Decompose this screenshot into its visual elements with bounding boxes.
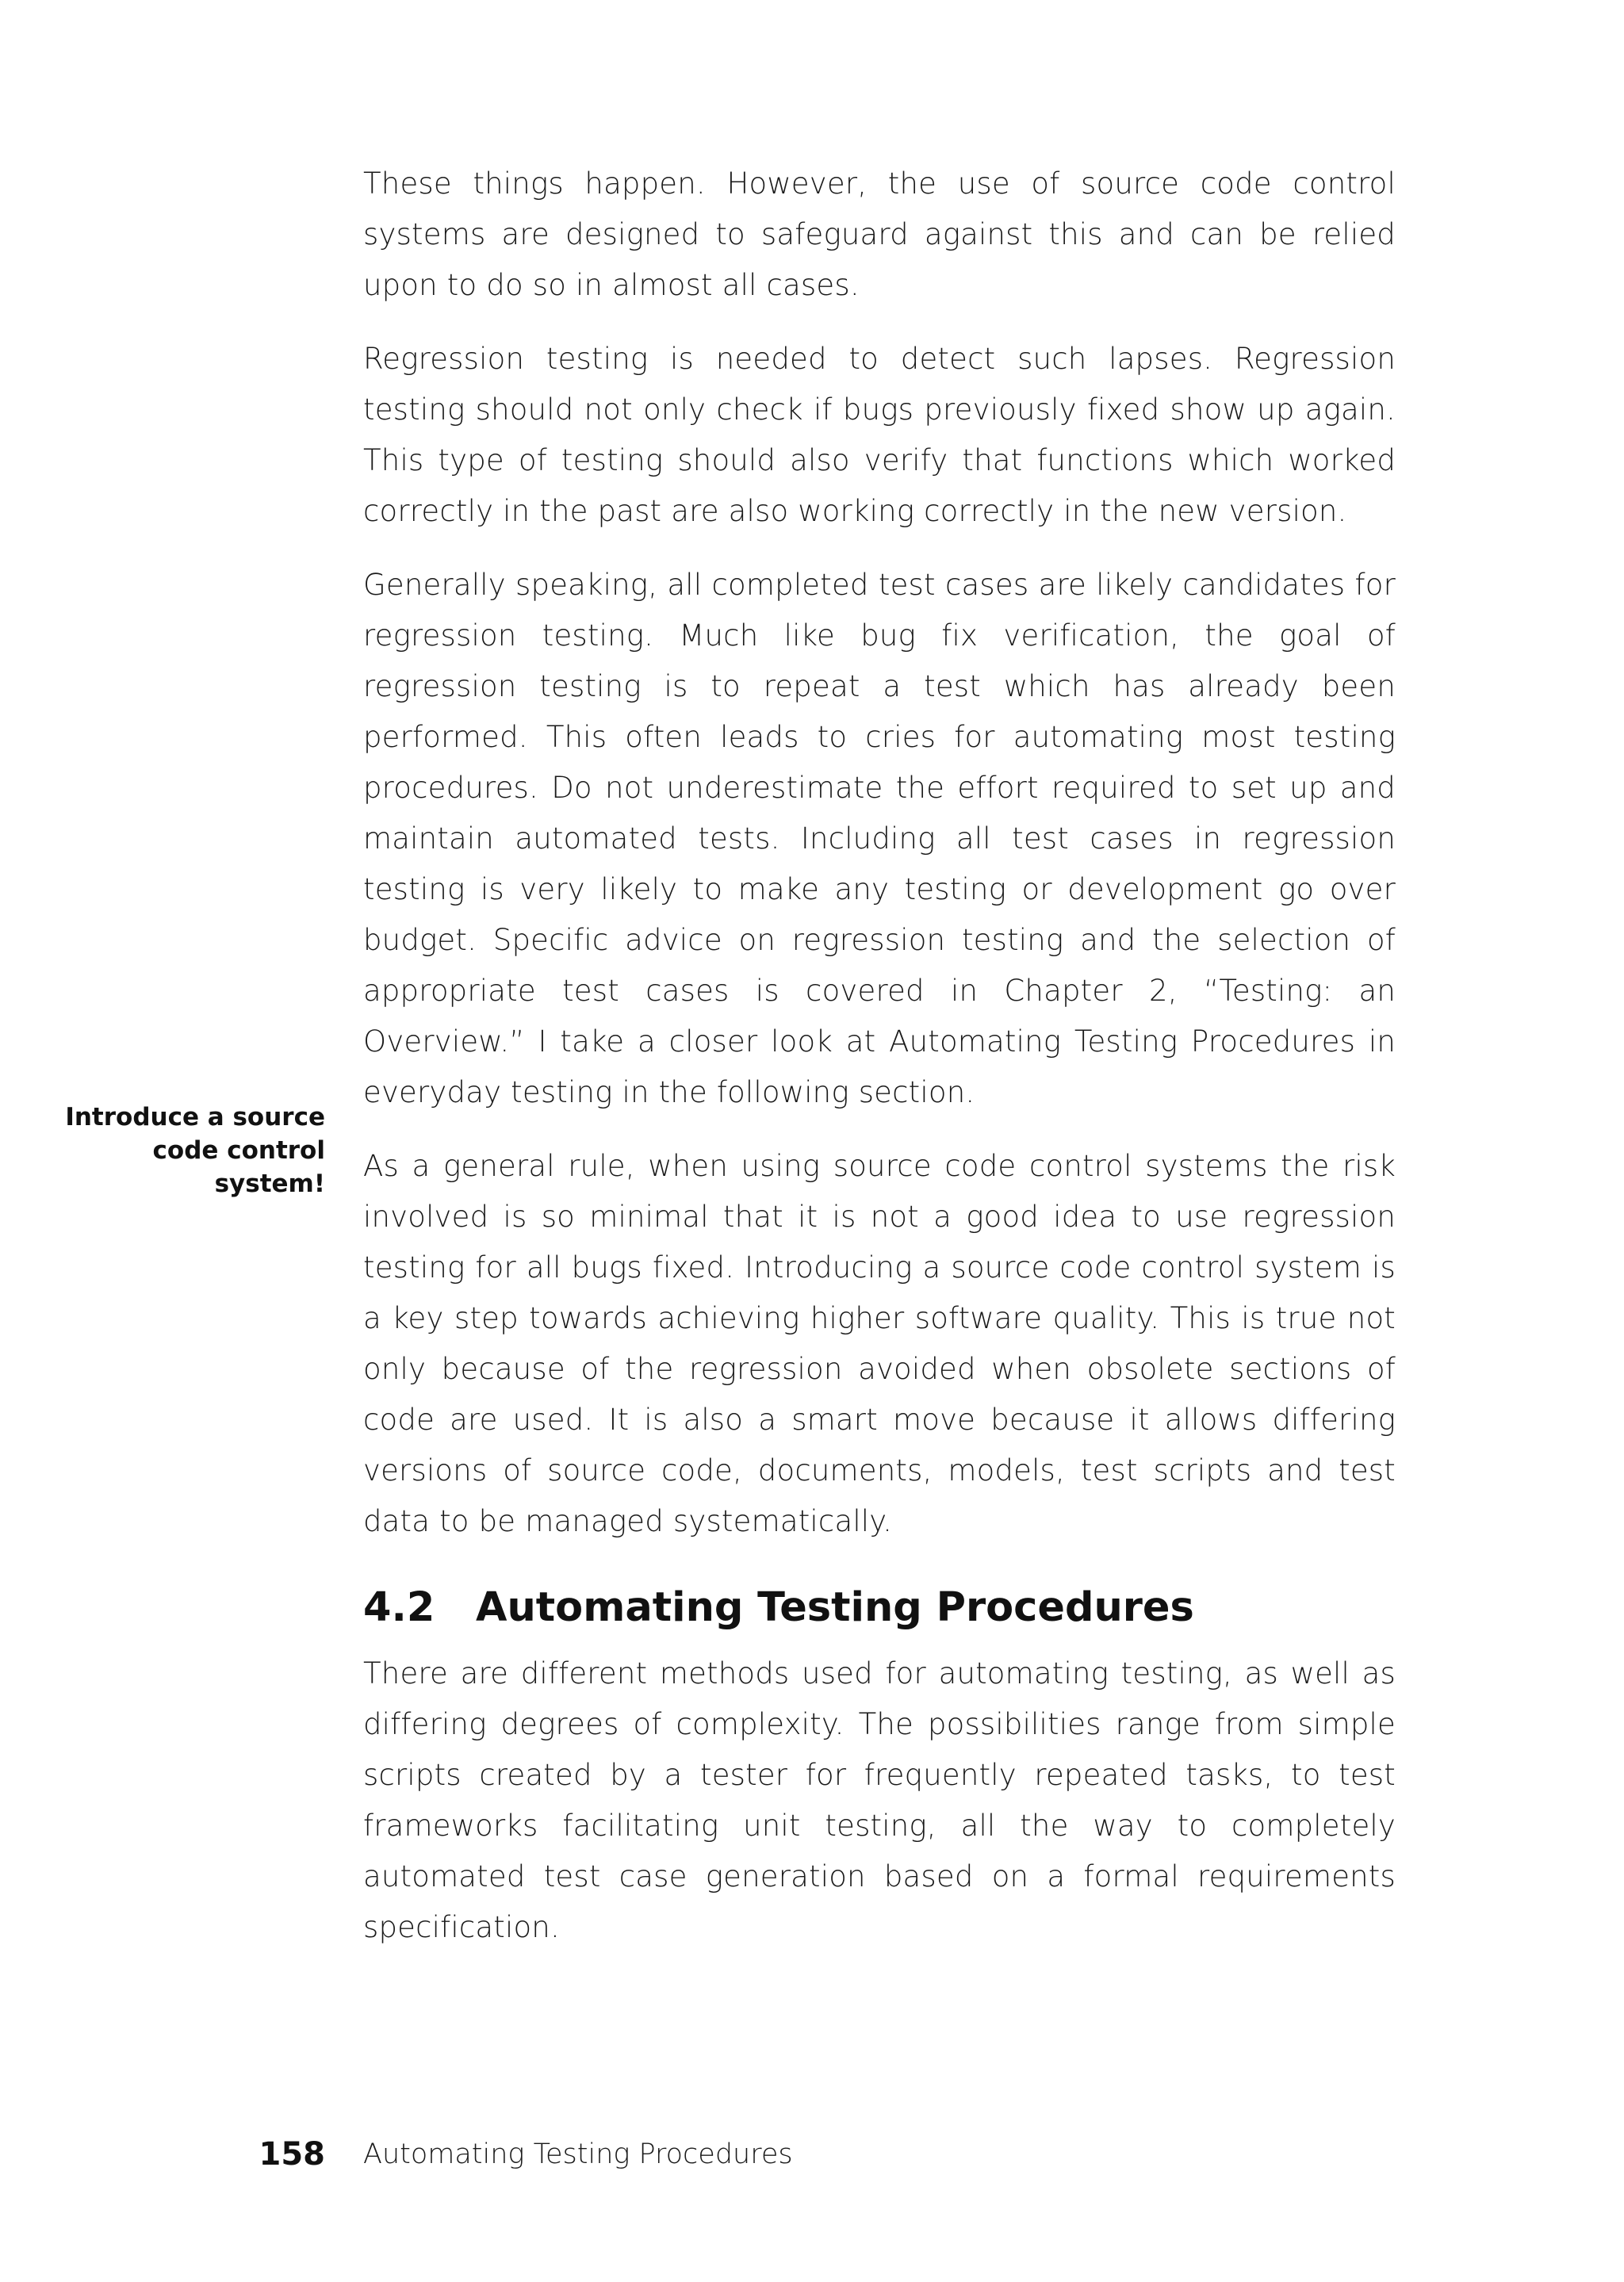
body-paragraph-3: Generally speaking, all completed test cases are likely candidates for regression testing. Much like bug fix verification, the goal of regression testing is to repeat a test which has already been performed. This often leads to cries for automating most testing procedures. Do not underestimate the effort required to set up and maintain automated tests. Including all test cases in regression testing is very likely to make any testing or development go over budget. Specific advice on regression testing and the selection of appropriate test cases is covered in Chapter 2, “Testing: an Overview.” I take a closer look at Automating Testing Procedures in everyday testing in the following section.	[363, 568, 1396, 1109]
page-number: 158	[259, 2136, 325, 2173]
body-paragraph-4: As a general rule, when using source code control systems the risk involved is so minimal that it is not a good idea to use regression testing for all bugs fixed. Introducing a source code control system is a key step towards achieving higher software quality. This is true not only because of the regression avoided when obsolete sections of code are used. It is also a smart move because it allows differing versions of source code, documents, models, test scripts and test data to be managed systematically.	[363, 1149, 1396, 1538]
body-paragraph-2: Regression testing is needed to detect such lapses. Regression testing should not only check if bugs previously fixed show up again. This type of testing should also verify that functions which worked correctly in the past are also working correctly in the new version.	[363, 342, 1396, 528]
section-paragraph: There are different methods used for automating testing, as well as differing degrees of complexity. The possibilities range from simple scripts created by a tester for frequently repeated tasks, to test frameworks facilitating unit testing, all the way to completely automated test case generation based on a formal requirements specification.	[363, 1656, 1396, 1944]
section-title: Automating Testing Procedures	[476, 1584, 1194, 1631]
section-heading	[363, 1582, 1396, 1634]
section-number: 4.2	[363, 1584, 435, 1631]
main-text-column	[363, 159, 1396, 1976]
margin-note: Introduce a source code control system!	[65, 1103, 325, 1198]
body-paragraph-1: These things happen. However, the use of source code control systems are designed to safeguard against this and can be relied upon to do so in almost all cases.	[363, 167, 1396, 302]
page-footer	[0, 2135, 1624, 2174]
running-title: Automating Testing Procedures	[363, 2138, 793, 2170]
